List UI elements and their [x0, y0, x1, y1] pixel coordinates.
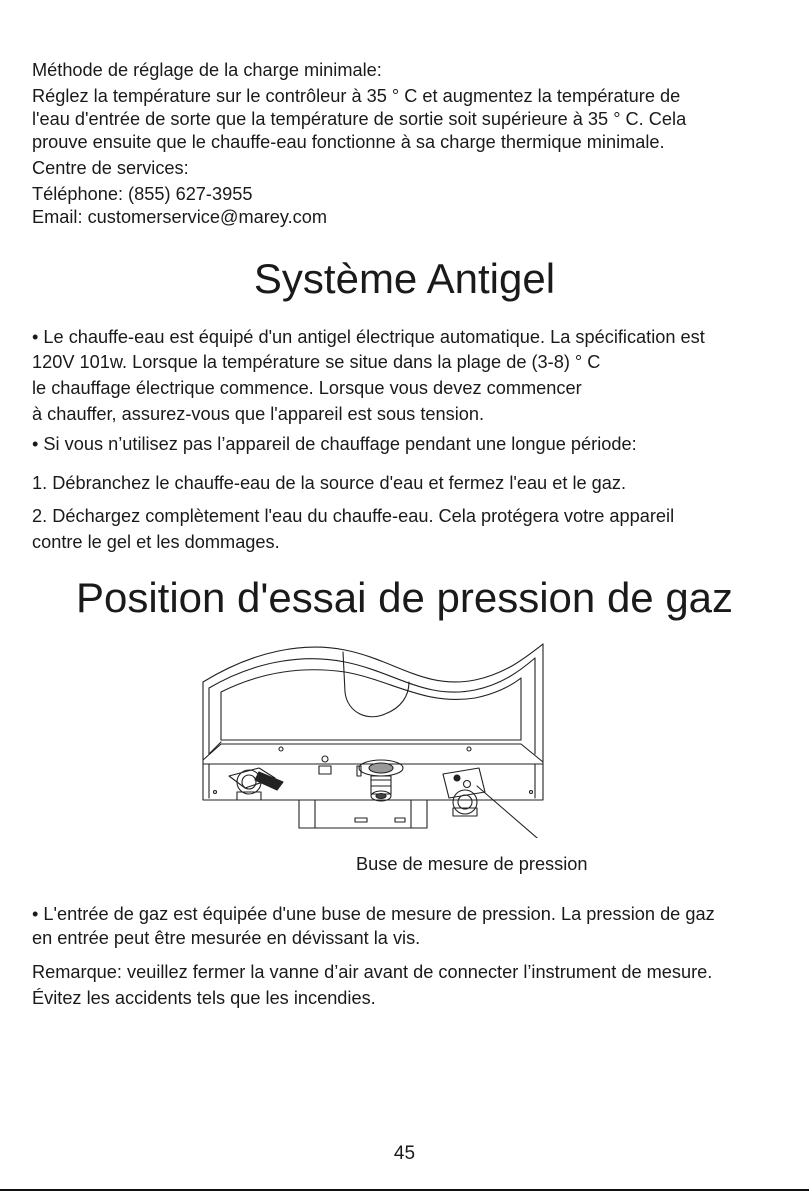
antigel-line-2: 120V 101w. Lorsque la température se situe dans la plage de (3-8) ° C	[32, 352, 601, 372]
service-center-label: Centre de services:	[32, 158, 189, 178]
bottom-rule	[0, 1189, 809, 1191]
antigel-long-period: • Si vous n’utilisez pas l’appareil de chauffage pendant une longue période:	[32, 434, 637, 454]
water-heater-bottom-illustration	[195, 632, 555, 838]
gas-test-line-1: • L'entrée de gaz est équipée d'une buse de mesure de pression. La pression de gaz	[32, 904, 715, 924]
antigel-step-1: 1. Débranchez le chauffe-eau de la source d'eau et fermez l'eau et le gaz.	[32, 473, 627, 493]
antigel-step-2-line-1: 2. Déchargez complètement l'eau du chauffe-eau. Cela protégera votre appareil	[32, 506, 675, 526]
antigel-line-4: à chauffer, assurez-vous que l'appareil est sous tension.	[32, 404, 485, 424]
antigel-line-3: le chauffage électrique commence. Lorsque vous devez commencer	[32, 378, 582, 398]
antigel-title: Système Antigel	[253, 255, 556, 302]
remark-line-1: Remarque: veuillez fermer la vanne d’air avant de connecter l’instrument de mesure.	[32, 962, 713, 982]
antigel-line-1: • Le chauffe-eau est équipé d'un antigel électrique automatique. La spécification est	[32, 327, 705, 347]
min-load-line-3: prouve ensuite que le chauffe-eau fonctionne à sa charge thermique minimale.	[32, 132, 665, 152]
gas-test-line-2: en entrée peut être mesurée en dévissant la vis.	[32, 928, 421, 948]
page-number: 45	[393, 1143, 416, 1164]
remark-line-2: Évitez les accidents tels que les incendies.	[32, 988, 376, 1008]
pressure-nozzle-caption: Buse de mesure de pression	[356, 854, 588, 874]
min-load-heading: Méthode de réglage de la charge minimale:	[32, 60, 382, 80]
min-load-line-2: l'eau d'entrée de sorte que la température de sortie soit supérieure à 35 ° C. Cela	[32, 109, 687, 129]
gas-test-title: Position d'essai de pression de gaz	[75, 574, 734, 621]
email-address: Email: customerservice@marey.com	[32, 207, 328, 227]
phone-number: Téléphone: (855) 627-3955	[32, 184, 253, 204]
min-load-line-1: Réglez la température sur le contrôleur à 35 ° C et augmentez la température de	[32, 86, 681, 106]
antigel-step-2-line-2: contre le gel et les dommages.	[32, 532, 280, 552]
